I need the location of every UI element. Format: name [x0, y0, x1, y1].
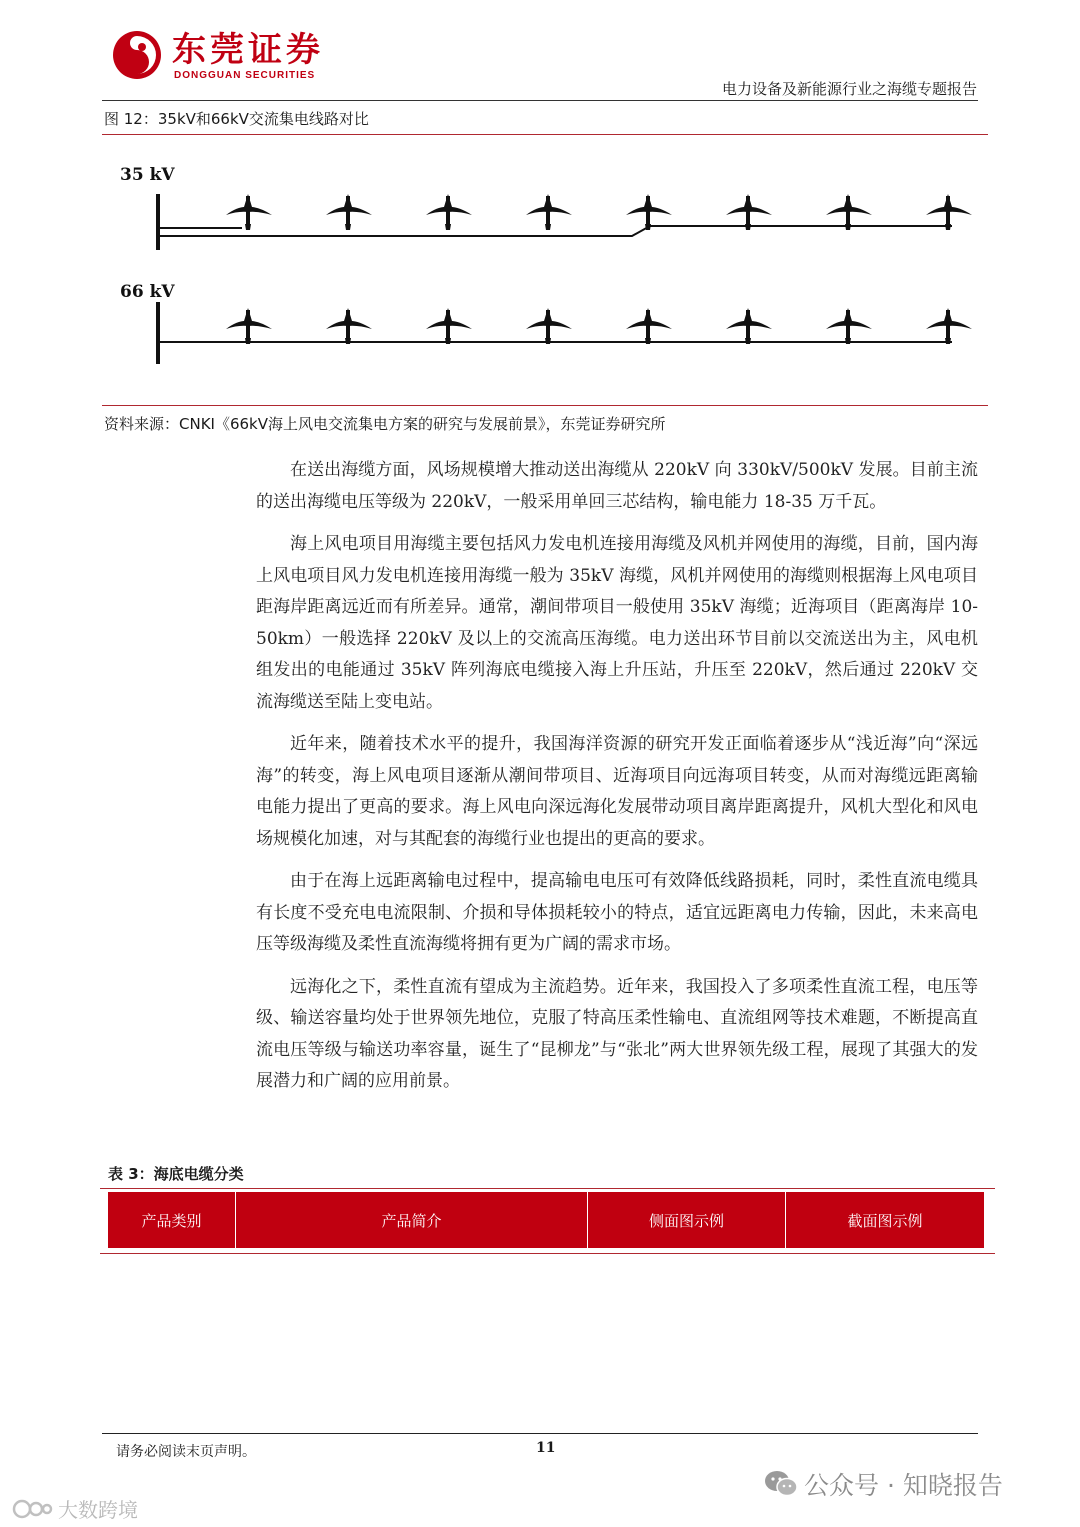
wind-turbine-icon	[826, 308, 872, 344]
wind-turbine-icon	[626, 194, 672, 230]
row-label-66kv: 66 kV	[120, 282, 175, 302]
watermark-wechat	[764, 1466, 1003, 1502]
wind-turbine-icon	[526, 308, 572, 344]
wind-turbine-icon	[426, 308, 472, 344]
brand-logo-icon	[12, 1498, 54, 1520]
wind-turbine-icon	[726, 308, 772, 344]
paragraph: 近年来，随着技术水平的提升，我国海洋资源的研究开发正面临着逐步从“浅近海”向“深远海”的转变，海上风电项目逐渐从潮间带项目、近海项目向远海项目转变，从而对海缆远距离输电能力提出了更高的要求。海上风电向深远海化发展带动项目离岸距离提升，风机大型化和风电场规模化加速，对与其配套的海缆行业也提出的更高的要求。	[256, 734, 978, 849]
logo-mark-icon	[112, 30, 162, 80]
wechat-icon	[764, 1470, 798, 1498]
table-header-cell: 侧面图示例	[588, 1192, 786, 1248]
wind-turbine-icon	[326, 194, 372, 230]
report-title: 电力设备及新能源行业之海缆专题报告	[721, 80, 977, 98]
wind-turbine-icon	[626, 308, 672, 344]
body-text	[256, 455, 978, 1109]
wind-turbine-icon	[226, 308, 272, 344]
watermark-brand	[12, 1494, 138, 1523]
header-divider	[102, 100, 978, 101]
turbine-row-35kv	[226, 194, 972, 230]
table-header-cell: 截面图示例	[847, 1211, 923, 1230]
wind-turbine-icon	[226, 194, 272, 230]
table-header-cell: 产品简介	[236, 1192, 588, 1248]
turbine-row-66kv	[226, 308, 972, 344]
wind-turbine-icon	[726, 194, 772, 230]
wind-turbine-icon	[826, 194, 872, 230]
wind-turbine-icon	[926, 308, 972, 344]
figure-title: 图 12：35kV和66kV交流集电线路对比	[104, 110, 369, 128]
paragraph: 远海化之下，柔性直流有望成为主流趋势。近年来，我国投入了多项柔性直流工程，电压等级、输送容量均处于世界领先地位，克服了特高压柔性输电、直流组网等技术难题，不断提高直流电压等级与输送功率容量，诞生了“昆柳龙”与“张北”两大世界领先级工程，展现了其强大的发展潜力和广阔的应用前景。	[256, 976, 978, 1091]
page-number: 11	[536, 1440, 556, 1456]
wind-turbine-icon	[326, 308, 372, 344]
table-header-cell: 产品类别	[108, 1192, 236, 1248]
wind-turbine-icon	[426, 194, 472, 230]
watermark-text: 公众号 · 知晓报告	[804, 1471, 1003, 1500]
figure-top-rule	[102, 134, 988, 135]
wind-turbine-icon	[926, 194, 972, 230]
figure-bottom-rule	[102, 405, 988, 406]
logo-english: DONGGUAN SECURITIES	[174, 70, 316, 81]
collector-line-diagram	[102, 142, 988, 402]
wind-turbine-icon	[526, 194, 572, 230]
table-bottom-rule	[100, 1253, 995, 1254]
paragraph: 海上风电项目用海缆主要包括风力发电机连接用海缆及风机并网使用的海缆，目前，国内海上风电项目风力发电机连接用海缆一般为 35kV 海缆，风机并网使用的海缆则根据海上风电项目距海岸距离远近而有所差异。通常，潮间带项目一般使用 35kV 海缆；近海项目（距离海岸 10-50km）一般选择 220kV 及以上的交流高压海缆。电力送出环节目前以交流送出为主，风电机组发出的电能通过 35kV 阵列海底电缆接入海上升压站，升压至 220kV，然后通过 220kV 交流海缆送至陆上变电站。	[256, 534, 978, 712]
footer-disclaimer: 请务必阅读末页声明。	[116, 1444, 256, 1460]
table-title: 表 3：海底电缆分类	[108, 1165, 244, 1183]
row-label-35kv: 35 kV	[120, 165, 175, 185]
table-top-rule	[100, 1188, 995, 1189]
feeder-35kv-b	[158, 226, 952, 236]
watermark-brand-text: 大数跨境	[58, 1498, 138, 1522]
figure-source: 资料来源：CNKI《66kV海上风电交流集电方案的研究与发展前景》，东莞证券研究所	[104, 415, 666, 433]
logo-chinese: 东莞证券	[172, 30, 324, 70]
paragraph: 在送出海缆方面，风场规模增大推动送出海缆从 220kV 向 330kV/500kV 发展。目前主流的送出海缆电压等级为 220kV，一般采用单回三芯结构，输电能力 18-35 万千瓦。	[256, 460, 978, 512]
footer-divider	[102, 1433, 978, 1434]
paragraph: 由于在海上远距离输电过程中，提高输电电压可有效降低线路损耗，同时，柔性直流电缆具有长度不受充电电流限制、介损和导体损耗较小的特点，适宜远距离电力传输，因此，未来高电压等级海缆及柔性直流海缆将拥有更为广阔的需求市场。	[256, 871, 978, 954]
table-header-row	[108, 1192, 984, 1248]
